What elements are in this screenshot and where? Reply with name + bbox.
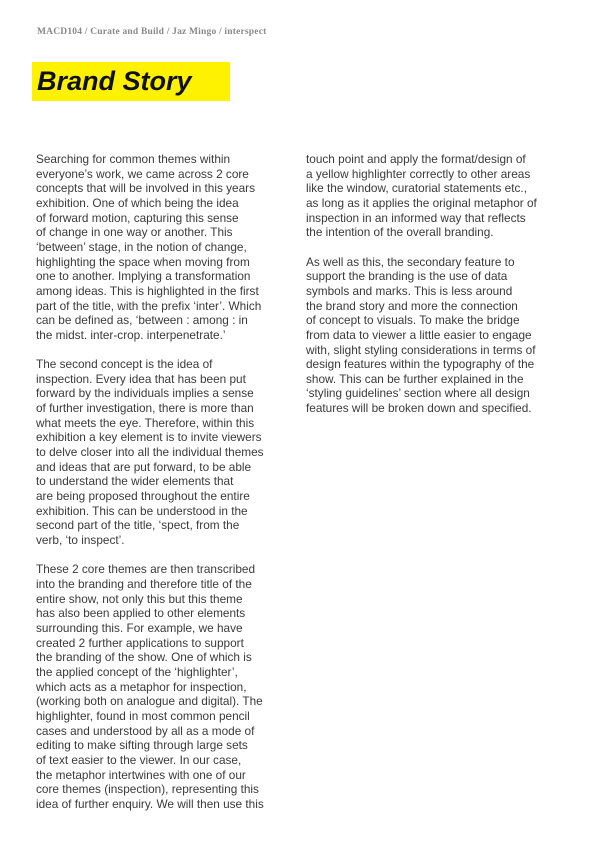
text-line: from data to viewer a little easier to engage — [306, 327, 532, 342]
text-line: The second concept is the idea of — [36, 357, 213, 372]
paragraph — [36, 357, 298, 548]
text-line: forward by the individuals implies a sense — [36, 386, 254, 401]
text-line: second part of the title, ‘spect, from the — [36, 518, 240, 533]
paragraph — [306, 255, 572, 416]
text-line: support the branding is the use of data — [306, 269, 508, 284]
text-line: part of the title, with the prefix ‘inter’. Which — [36, 298, 262, 313]
text-line: to understand the wider elements that — [36, 474, 234, 489]
title-highlight — [32, 62, 230, 101]
text-line: entire show, not only this but this theme — [36, 591, 243, 606]
paragraph — [36, 562, 298, 811]
text-line: As well as this, the secondary feature to — [306, 254, 515, 269]
text-line: inspection in an informed way that reflects — [306, 210, 526, 225]
text-line: concepts that will be involved in this years — [36, 181, 256, 196]
text-line: of concept to visuals. To make the bridge — [306, 313, 520, 328]
text-line: highlighter, found in most common pencil — [36, 708, 250, 723]
text-line: which acts as a metaphor for inspection, — [36, 679, 247, 694]
text-line: touch point and apply the format/design of — [306, 152, 526, 166]
text-line: of change in one way or another. This — [36, 225, 233, 240]
text-line: what meets the eye. Therefore, within this — [36, 415, 255, 430]
text-line: (working both on analogue and digital). The — [36, 694, 263, 709]
text-line: These 2 core themes are then transcribed — [36, 562, 256, 577]
text-line: the branding of the show. One of which is — [36, 650, 252, 665]
text-line: are being proposed throughout the entire — [36, 489, 250, 504]
text-column-left — [36, 152, 298, 812]
paragraph — [306, 152, 572, 240]
text-line: highlighting the space when moving from — [36, 254, 250, 269]
text-line: the metaphor intertwines with one of our — [36, 767, 246, 782]
text-line: has also been applied to other elements — [36, 606, 246, 621]
text-line: created 2 further applications to support — [36, 635, 244, 650]
text-line: the applied concept of the ‘highlighter’, — [36, 664, 238, 679]
text-line: inspection. Every idea that has been put — [36, 371, 246, 386]
text-line: the midst. inter-crop. interpenetrate.’ — [36, 327, 226, 342]
text-line: one to another. Implying a transformation — [36, 269, 251, 284]
text-line: Searching for common themes within — [36, 152, 231, 166]
text-line: into the branding and therefore title of the — [36, 577, 252, 591]
text-line: ‘between’ stage, in the notion of change, — [36, 239, 247, 254]
text-line: core themes (inspection), representing this — [36, 782, 259, 797]
text-line: like the window, curatorial statements etc., — [306, 181, 527, 196]
paragraph — [36, 152, 298, 343]
document-breadcrumb: MACD104 / Curate and Build / Jaz Mingo / interspect — [37, 27, 267, 37]
text-column-right — [306, 152, 572, 416]
text-line: cases and understood by all as a mode of — [36, 723, 255, 738]
text-line: with, slight styling considerations in terms of — [306, 342, 536, 357]
page-title: Brand Story — [37, 66, 192, 96]
text-line: ‘styling guidelines’ section where all design — [306, 386, 530, 401]
text-line: the brand story and more the connection — [306, 298, 518, 313]
text-line: and ideas that are put forward, to be able — [36, 459, 252, 474]
text-line: as long as it applies the original metaphor of — [306, 195, 537, 210]
text-line: design features within the typography of the — [306, 357, 535, 372]
text-line: among ideas. This is highlighted in the first — [36, 283, 259, 298]
text-line: exhibition a key element is to invite viewers — [36, 430, 262, 445]
text-line: exhibition. One of which being the idea — [36, 195, 239, 210]
text-line: editing to make sifting through large sets — [36, 738, 248, 753]
text-line: to delve closer into all the individual themes — [36, 445, 264, 460]
text-line: surrounding this. For example, we have — [36, 620, 243, 635]
text-line: the intention of the overall branding. — [306, 225, 494, 240]
text-line: verb, ‘to inspect’. — [36, 533, 125, 548]
text-line: features will be broken down and specified. — [306, 401, 532, 416]
text-line: a yellow highlighter correctly to other areas — [306, 166, 531, 181]
text-line: show. This can be further explained in the — [306, 371, 524, 386]
text-line: symbols and marks. This is less around — [306, 283, 513, 298]
text-line: can be defined as, ‘between : among : in — [36, 313, 248, 328]
text-line: of further investigation, there is more than — [36, 401, 254, 416]
text-line: exhibition. This can be understood in the — [36, 503, 248, 518]
text-line: of forward motion, capturing this sense — [36, 210, 239, 225]
text-line: everyone’s work, we came across 2 core — [36, 166, 249, 181]
text-line: of text easier to the viewer. In our case, — [36, 752, 242, 767]
text-line: idea of further enquiry. We will then use this — [36, 796, 264, 811]
